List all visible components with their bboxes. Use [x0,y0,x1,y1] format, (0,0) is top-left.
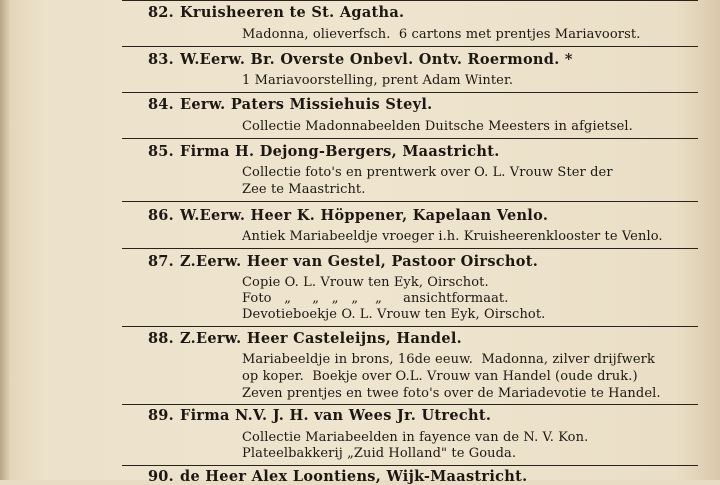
entry-lender: Firma N.V. J. H. van Wees Jr. Utrecht. [180,407,492,424]
entry-lender: Kruisheeren te St. Agatha. [180,4,405,21]
entry-description-line: Collectie Madonnabeelden Duitsche Meesters in afgietsel. [242,119,633,134]
entry-number: 87. [148,253,174,270]
entry-number: 84. [148,96,174,113]
entry-description-line: Zee te Maastricht. [242,182,366,197]
entry-description-line: Foto „ „ „ „ „ ansichtformaat. [242,291,509,306]
entry-number: 86. [148,207,174,224]
divider-rule [122,201,698,202]
page-binding-edge [0,0,10,480]
entry-description-line: Antiek Mariabeeldje vroeger i.h. Kruisheerenklooster te Venlo. [242,229,663,244]
entry-description-line: Madonna, olieverfsch. 6 cartons met prentjes Mariavoorst. [242,27,641,42]
entry-lender: W.Eerw. Br. Overste Onbevl. Ontv. Roermond. * [180,51,573,68]
entry-lender: Z.Eerw. Heer Casteleijns, Handel. [180,330,463,347]
entry-lender: de Heer Alex Loontiens, Wijk-Maastricht. [180,468,528,485]
divider-rule [122,0,698,1]
entry-number: 83. [148,51,174,68]
entry-lender: Firma H. Dejong-Bergers, Maastricht. [180,143,500,160]
entry-description-line: op koper. Boekje over O.L. Vrouw van Handel (oude druk.) [242,369,638,384]
divider-rule [122,248,698,249]
entry-lender: Eerw. Paters Missiehuis Steyl. [180,96,433,113]
entry-description-line: Collectie Mariabeelden in fayence van de N. V. Kon. [242,430,589,445]
entry-number: 90. [148,468,174,485]
divider-rule [122,404,698,405]
divider-rule [122,465,698,466]
entry-description-line: Mariabeeldje in brons, 16de eeuw. Madonna, zilver drijfwerk [242,352,655,367]
entry-number: 82. [148,4,174,21]
entry-description-line: Copie O. L. Vrouw ten Eyk, Oirschot. [242,275,489,290]
entry-description-line: Collectie foto's en prentwerk over O. L. Vrouw Ster der [242,165,613,180]
entry-number: 85. [148,143,174,160]
entry-description-line: 1 Mariavoorstelling, prent Adam Winter. [242,73,514,88]
entry-lender: Z.Eerw. Heer van Gestel, Pastoor Oirschot. [180,253,539,270]
divider-rule [122,326,698,327]
divider-rule [122,46,698,47]
entry-description-line: Zeven prentjes en twee foto's over de Mariadevotie te Handel. [242,386,661,401]
entry-number: 88. [148,330,174,347]
entry-description-line: Plateelbakkerij „Zuid Holland" te Gouda. [242,446,517,461]
entry-description-line: Devotieboekje O. L. Vrouw ten Eyk, Oirschot. [242,307,546,322]
divider-rule [122,138,698,139]
entry-number: 89. [148,407,174,424]
divider-rule [122,92,698,93]
entry-lender: W.Eerw. Heer K. Höppener, Kapelaan Venlo. [180,207,549,224]
